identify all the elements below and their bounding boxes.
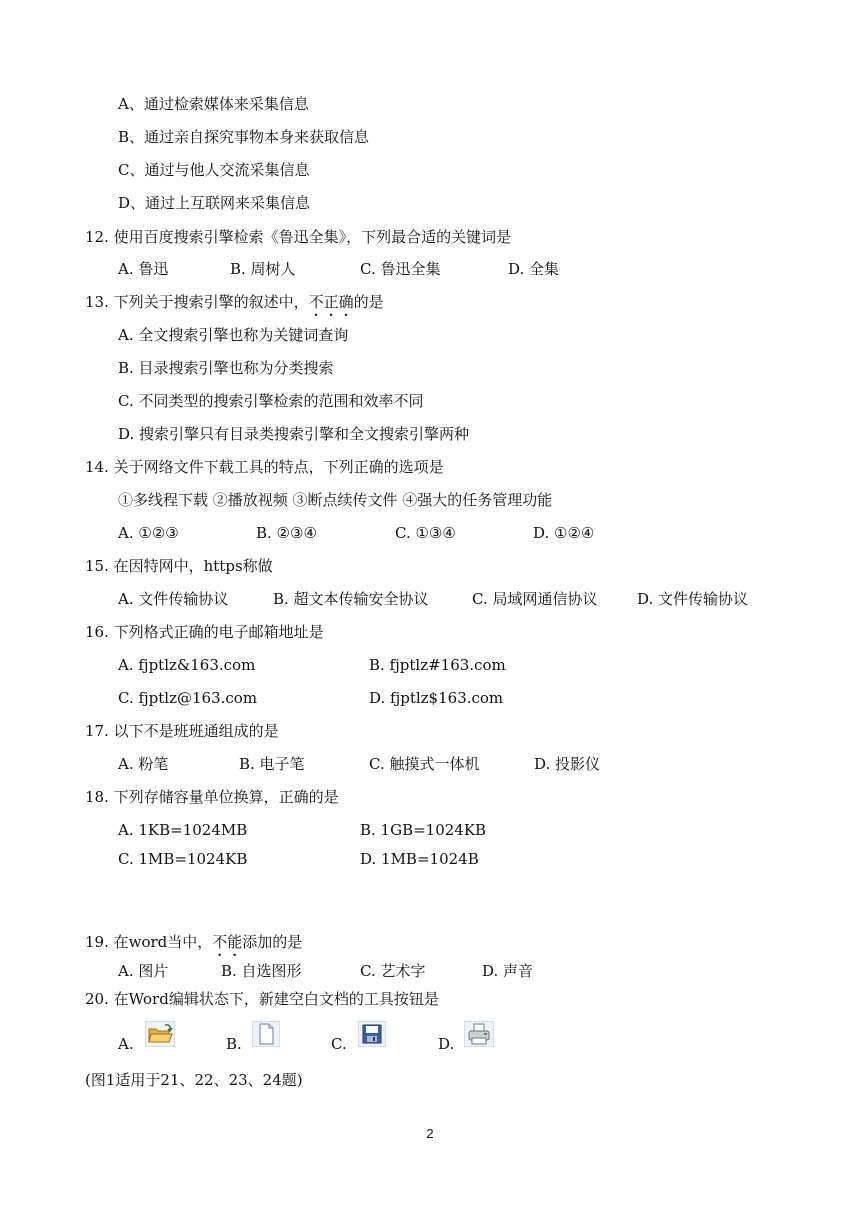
q16-option-c: C. fjptlz@163.com [118, 689, 258, 707]
q11-option-d: D、通过上互联网来采集信息 [118, 194, 311, 212]
q20-stem: 20. 在Word编辑状态下，新建空白文档的工具按钮是 [85, 990, 439, 1008]
q15-option-d: D. 文件传输协议 [637, 590, 749, 608]
q12-option-a: A. 鲁迅 [118, 260, 169, 278]
q19-stem-post: 添加的是 [242, 933, 303, 951]
q15-option-b: B. 超文本传输安全协议 [273, 590, 429, 608]
save-disk-icon [358, 1021, 386, 1047]
q20-option-d: D. [438, 1035, 455, 1053]
q17-stem: 17. 以下不是班班通组成的是 [85, 722, 279, 740]
q11-option-b: B、通过亲自探究事物本身来获取信息 [118, 128, 370, 146]
q19-option-c: C. 艺术字 [360, 962, 426, 980]
q17-option-d: D. 投影仪 [534, 755, 601, 773]
q13-option-a: A. 全文搜索引擎也称为关键词查询 [118, 326, 349, 344]
new-document-icon [252, 1021, 280, 1047]
q12-option-d: D. 全集 [508, 260, 560, 278]
q13-stem-pre: 13. 下列关于搜索引擎的叙述中， [85, 293, 309, 311]
q19-stem [85, 932, 302, 960]
q19-emphasis: 不能 [212, 933, 243, 951]
q16-option-a: A. fjptlz&163.com [118, 656, 256, 674]
q17-option-a: A. 粉笔 [118, 755, 169, 773]
q20-option-c: C. [331, 1035, 347, 1053]
q20-option-b: B. [226, 1035, 242, 1053]
q14-option-c: C. ①③④ [395, 524, 456, 542]
q17-option-c: C. 触摸式一体机 [369, 755, 480, 773]
q12-stem: 12. 使用百度搜索引擎检索《鲁迅全集》，下列最合适的关键词是 [85, 228, 512, 246]
q14-option-b: B. ②③④ [256, 524, 317, 542]
q14-option-a: A. ①②③ [118, 524, 179, 542]
q12-option-c: C. 鲁迅全集 [360, 260, 441, 278]
q13-stem-post: 的是 [353, 293, 384, 311]
q14-option-d: D. ①②④ [533, 524, 595, 542]
q13-stem [85, 292, 384, 320]
q13-option-b: B. 目录搜索引擎也称为分类搜索 [118, 359, 334, 377]
open-folder-icon [145, 1021, 173, 1047]
q11-option-a: A、通过检索媒体来采集信息 [118, 95, 309, 113]
q20-option-a: A. [118, 1035, 134, 1053]
q19-option-b: B. 自选图形 [221, 962, 302, 980]
q13-option-c: C. 不同类型的搜索引擎检索的范围和效率不同 [118, 392, 424, 410]
q18-stem: 18. 下列存储容量单位换算，正确的是 [85, 788, 339, 806]
q16-option-d: D. fjptlz$163.com [369, 689, 504, 707]
q15-option-c: C. 局域网通信协议 [472, 590, 598, 608]
q14-items: ①多线程下载 ②播放视频 ③断点续传文件 ④强大的任务管理功能 [118, 491, 553, 509]
q18-option-a: A. 1KB=1024MB [118, 821, 248, 839]
q16-stem: 16. 下列格式正确的电子邮箱地址是 [85, 623, 324, 641]
q12-option-b: B. 周树人 [230, 260, 296, 278]
q18-option-b: B. 1GB=1024KB [360, 821, 487, 839]
q19-option-a: A. 图片 [118, 962, 169, 980]
q15-option-a: A. 文件传输协议 [118, 590, 229, 608]
q13-emphasis: 不正确 [308, 293, 354, 311]
q13-option-d: D. 搜索引擎只有目录类搜索引擎和全文搜索引擎两种 [118, 425, 470, 443]
q19-stem-pre: 19. 在word当中， [85, 933, 213, 951]
q15-stem: 15. 在因特网中，https称做 [85, 557, 273, 575]
q11-option-c: C、通过与他人交流采集信息 [118, 161, 310, 179]
q17-option-b: B. 电子笔 [239, 755, 305, 773]
q18-option-c: C. 1MB=1024KB [118, 850, 248, 868]
q18-option-d: D. 1MB=1024B [360, 850, 479, 868]
q14-stem: 14. 关于网络文件下载工具的特点，下列正确的选项是 [85, 458, 444, 476]
q19-option-d: D. 声音 [482, 962, 534, 980]
page-number: 2 [426, 1126, 434, 1141]
q16-option-b: B. fjptlz#163.com [369, 656, 506, 674]
figure-note: (图1适用于21、22、23、24题) [85, 1071, 303, 1089]
printer-icon [464, 1021, 492, 1047]
